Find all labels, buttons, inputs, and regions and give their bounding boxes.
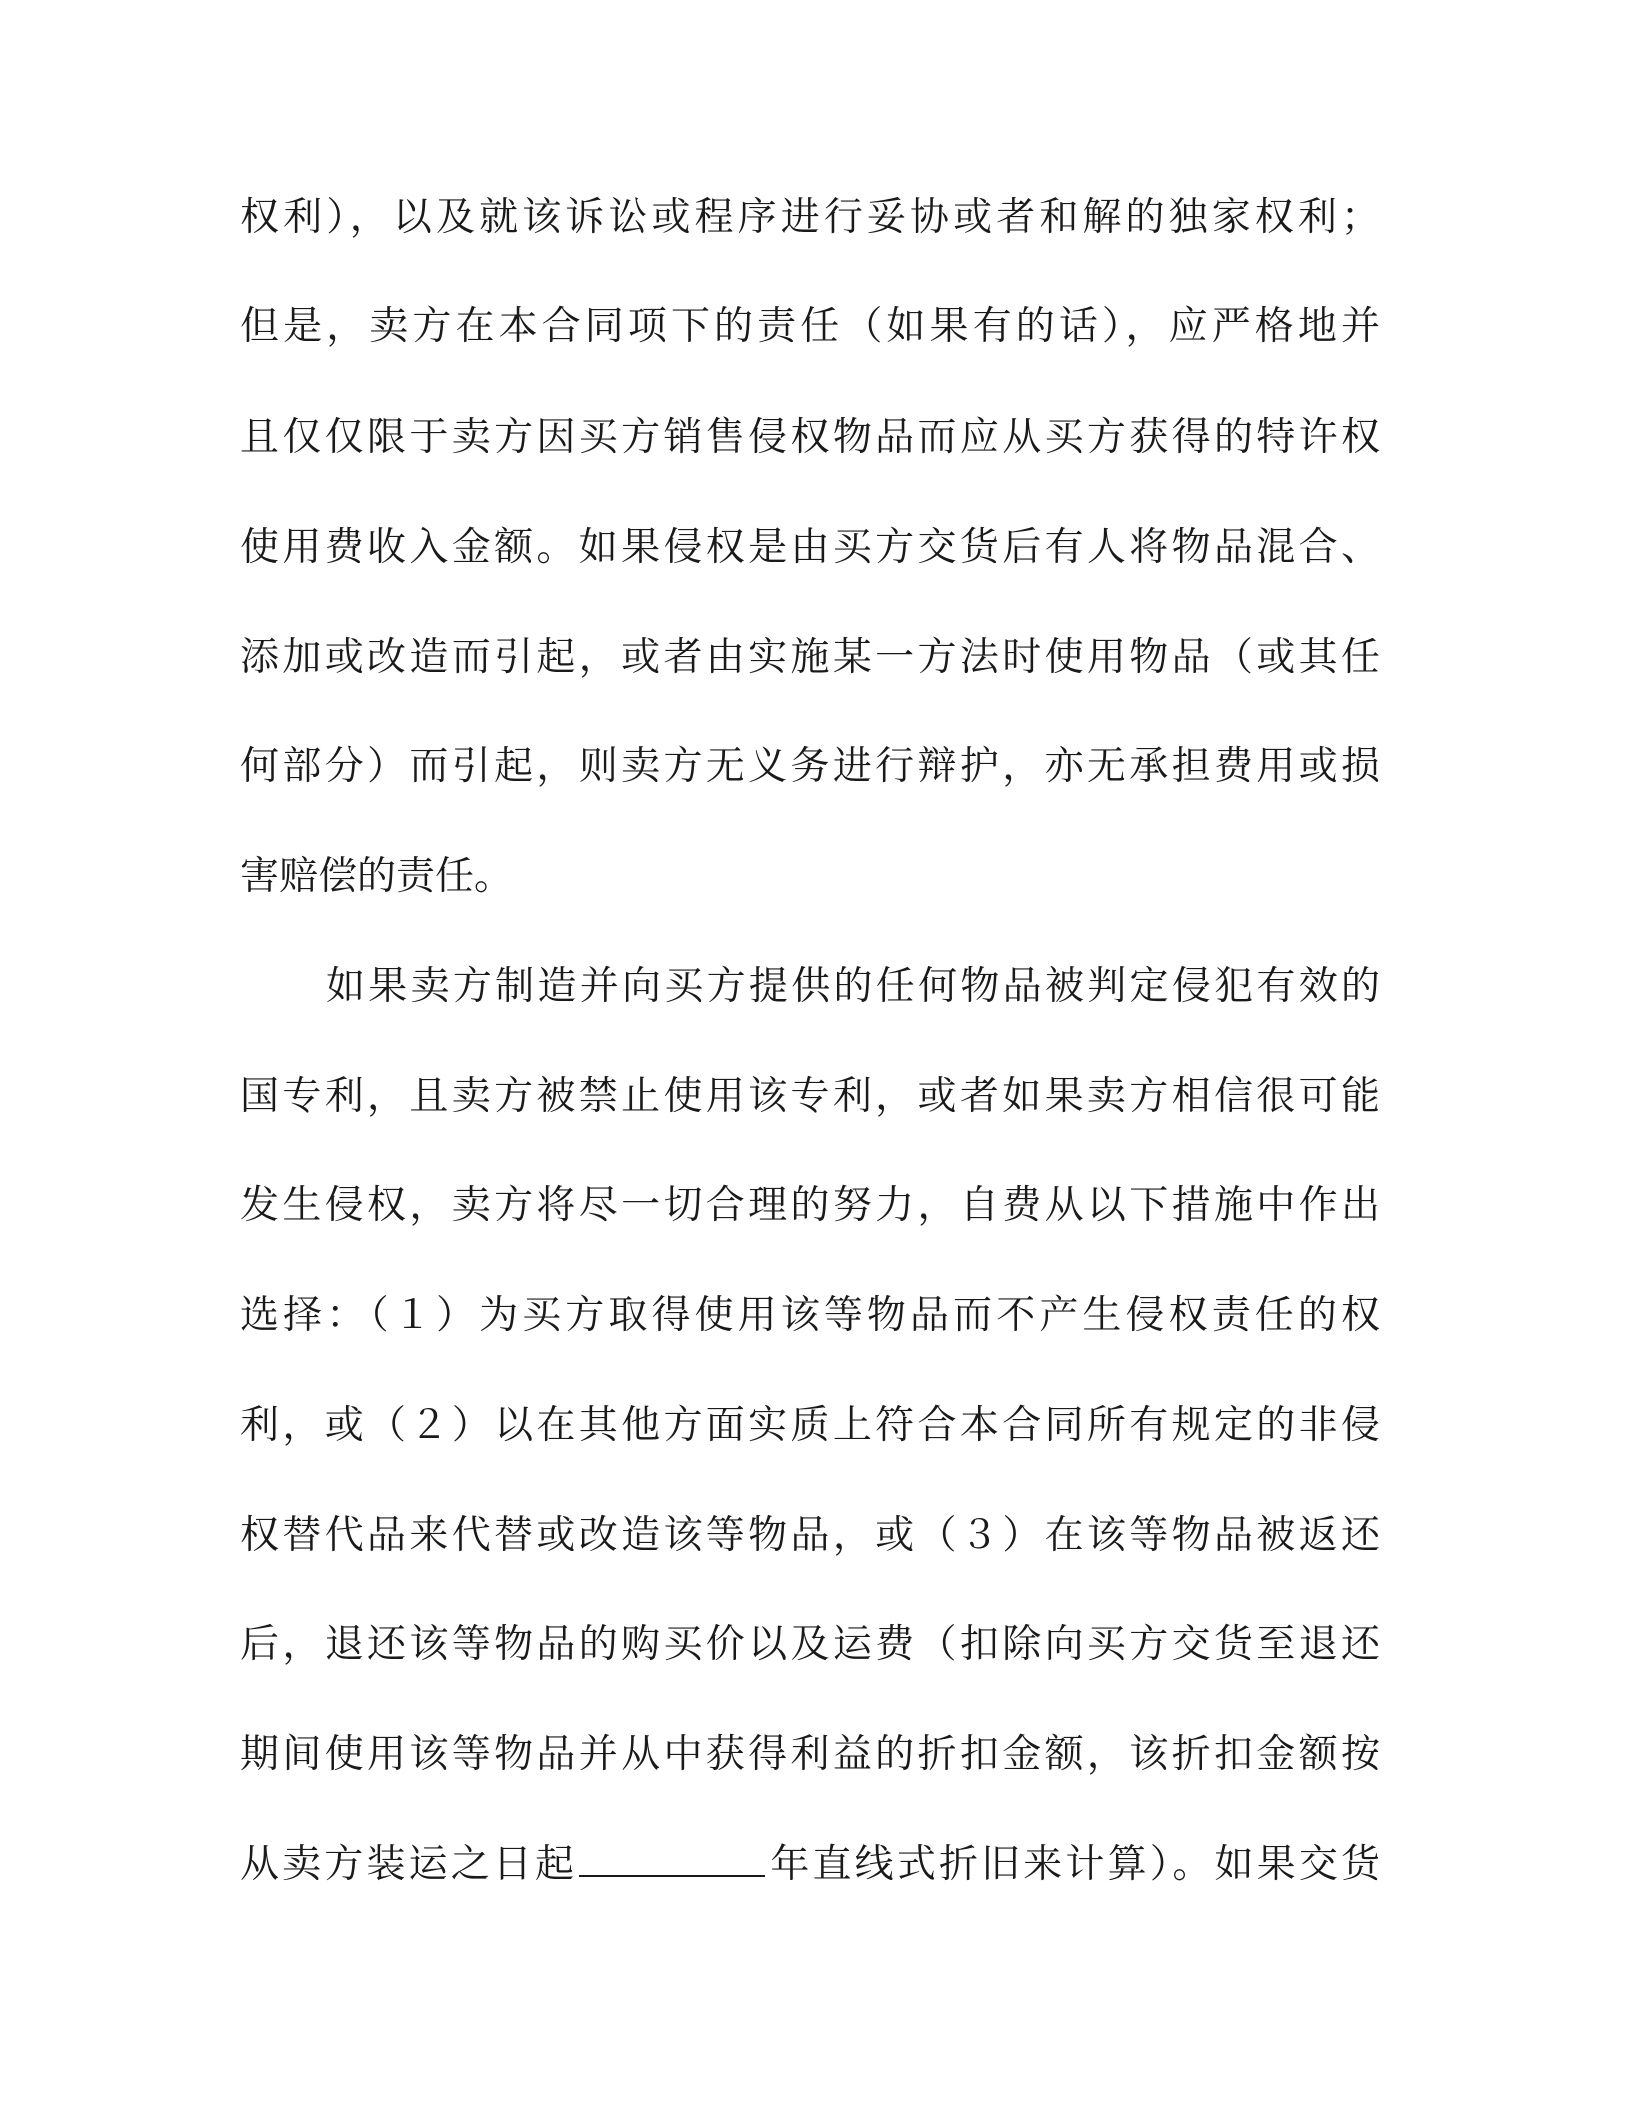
text-line-5: 添加或改造而引起，或者由实施某一方法时使用物品（或其任	[240, 635, 1380, 680]
text-line-15: 期间使用该等物品并从中获得利益的折扣金额，该折扣金额按	[240, 1732, 1380, 1777]
text-segment-after-blank: 年直线式折旧来计算）。如果交货	[767, 1842, 1380, 1887]
fill-in-blank-years	[579, 1837, 765, 1877]
text-line-10: 发生侵权，卖方将尽一切合理的努力，自费从以下措施中作出	[240, 1183, 1380, 1228]
text-line-12: 利，或（２）以在其他方面实质上符合本合同所有规定的非侵	[240, 1403, 1380, 1448]
text-line-6: 何部分）而引起，则卖方无义务进行辩护，亦无承担费用或损	[240, 744, 1380, 789]
text-segment-before-blank: 从卖方装运之日起	[240, 1842, 578, 1887]
text-line-2: 但是，卖方在本合同项下的责任（如果有的话），应严格地并	[240, 304, 1380, 349]
paragraph-2-first-line: 如果卖方制造并向买方提供的任何物品被判定侵犯有效的	[326, 964, 1380, 1009]
text-line-11: 选择：（１）为买方取得使用该等物品而不产生侵权责任的权	[240, 1293, 1380, 1338]
text-line-16	[240, 1835, 1380, 1895]
text-line-13: 权替代品来代替或改造该等物品，或（３）在该等物品被返还	[240, 1513, 1380, 1558]
text-line-7: 害赔偿的责任。	[240, 854, 514, 899]
text-line-3: 且仅仅限于卖方因买方销售侵权物品而应从买方获得的特许权	[240, 415, 1380, 460]
text-line-4: 使用费收入金额。如果侵权是由买方交货后有人将物品混合、	[240, 525, 1380, 570]
text-line-9: 国专利，且卖方被禁止使用该专利，或者如果卖方相信很可能	[240, 1074, 1380, 1119]
text-line-1: 权利），以及就该诉讼或程序进行妥协或者和解的独家权利；	[240, 195, 1380, 240]
text-line-14: 后，退还该等物品的购买价以及运费（扣除向买方交货至退还	[240, 1622, 1380, 1667]
